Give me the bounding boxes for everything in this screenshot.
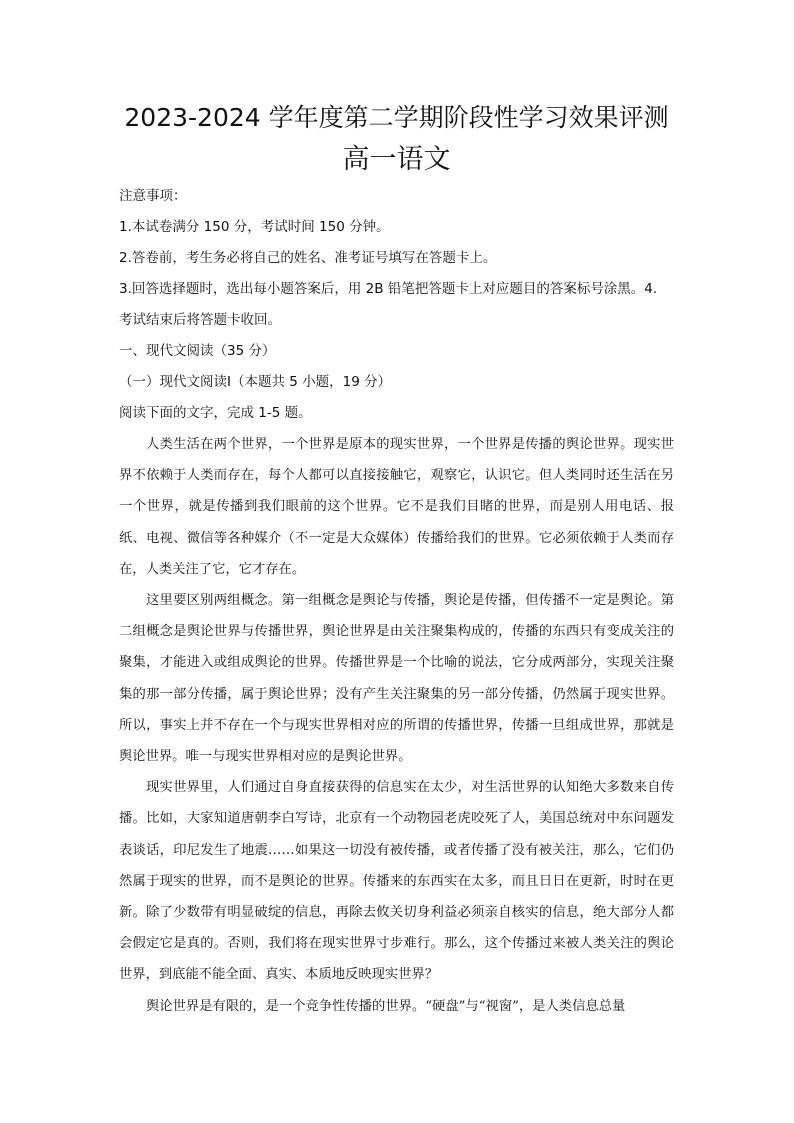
passage-paragraph: 人类生活在两个世界，一个世界是原本的现实世界，一个世界是传播的舆论世界。现实世界不依赖于人类而存在，每个人都可以直接接触它，观察它，认识它。但人类同时还生活在另一个世界，就是传播到我们眼前的这个世界。它不是我们目睹的世界，而是别人用电话、报纸、电视、微信等各种媒介（不一定是大众媒体）传播给我们的世界。它必须依赖于人类而存在，人类关注了它，它才存在。 [119,437,674,577]
passage-paragraph: 现实世界里，人们通过自身直接获得的信息实在太少，对生活世界的认知绝大多数来自传播。比如，大家知道唐朝李白写诗，北京有一个动物园老虎咬死了人，美国总统对中东问题发表谈话，印尼发生了地震……如果这一切没有被传播，或者传播了没有被关注，那么，它们仍然属于现实的世界，而不是舆论的世界。传播来的东西实在太多，而且日日在更新，时时在更新。除了少数带有明显破绽的信息，再除去攸关切身利益必须亲自核实的信息，绝大部分人都会假定它是真的。否则，我们将在现实世界寸步难行。那么，这个传播过来被人类关注的舆论世界，到底能不能全面、真实、本质地反映现实世界？ [119,780,674,983]
reading-instruction: 阅读下面的文字，完成 1-5 题。 [119,405,312,421]
passage-paragraph: 舆论世界是有限的，是一个竞争性传播的世界。“硬盘”与“视窗”，是人类信息总量 [146,998,626,1014]
part-heading: 一、现代文阅读（35 分） [119,343,276,359]
notes-item: 考试结束后将答题卡收回。 [119,312,281,328]
page-subtitle: 高一语文 [342,144,451,175]
notes-heading: 注意事项： [119,188,187,204]
page-title: 2023-2024 学年度第二学期阶段性学习效果评测 [124,103,669,132]
subpart-heading: （一）现代文阅读Ⅰ（本题共 5 小题，19 分） [119,374,392,390]
section-headings [119,336,674,429]
notes-item: 3.回答选择题时，选出每小题答案后，用 2B 铅笔把答题卡上对应题目的答案标号涂黑。4. [119,281,658,297]
exam-notes [119,185,674,336]
reading-passage [119,429,674,1022]
passage-paragraph: 这里要区别两组概念。第一组概念是舆论与传播，舆论是传播，但传播不一定是舆论。第二组概念是舆论世界与传播世界，舆论世界是由关注聚集构成的，传播的东西只有变成关注的聚集，才能进入或组成舆论的世界。传播世界是一个比喻的说法，它分成两部分，实现关注聚集的那一部分传播，属于舆论世界；没有产生关注聚集的另一部分传播，仍然属于现实世界。所以，事实上并不存在一个与现实世界相对应的所谓的传播世界，传播一旦组成世界，那就是舆论世界。唯一与现实世界相对应的是舆论世界。 [119,593,674,765]
notes-item: 1.本试卷满分 150 分，考试时间 150 分钟。 [119,219,390,235]
notes-item: 2.答卷前，考生务必将自己的姓名、准考证号填写在答题卡上。 [119,250,497,266]
